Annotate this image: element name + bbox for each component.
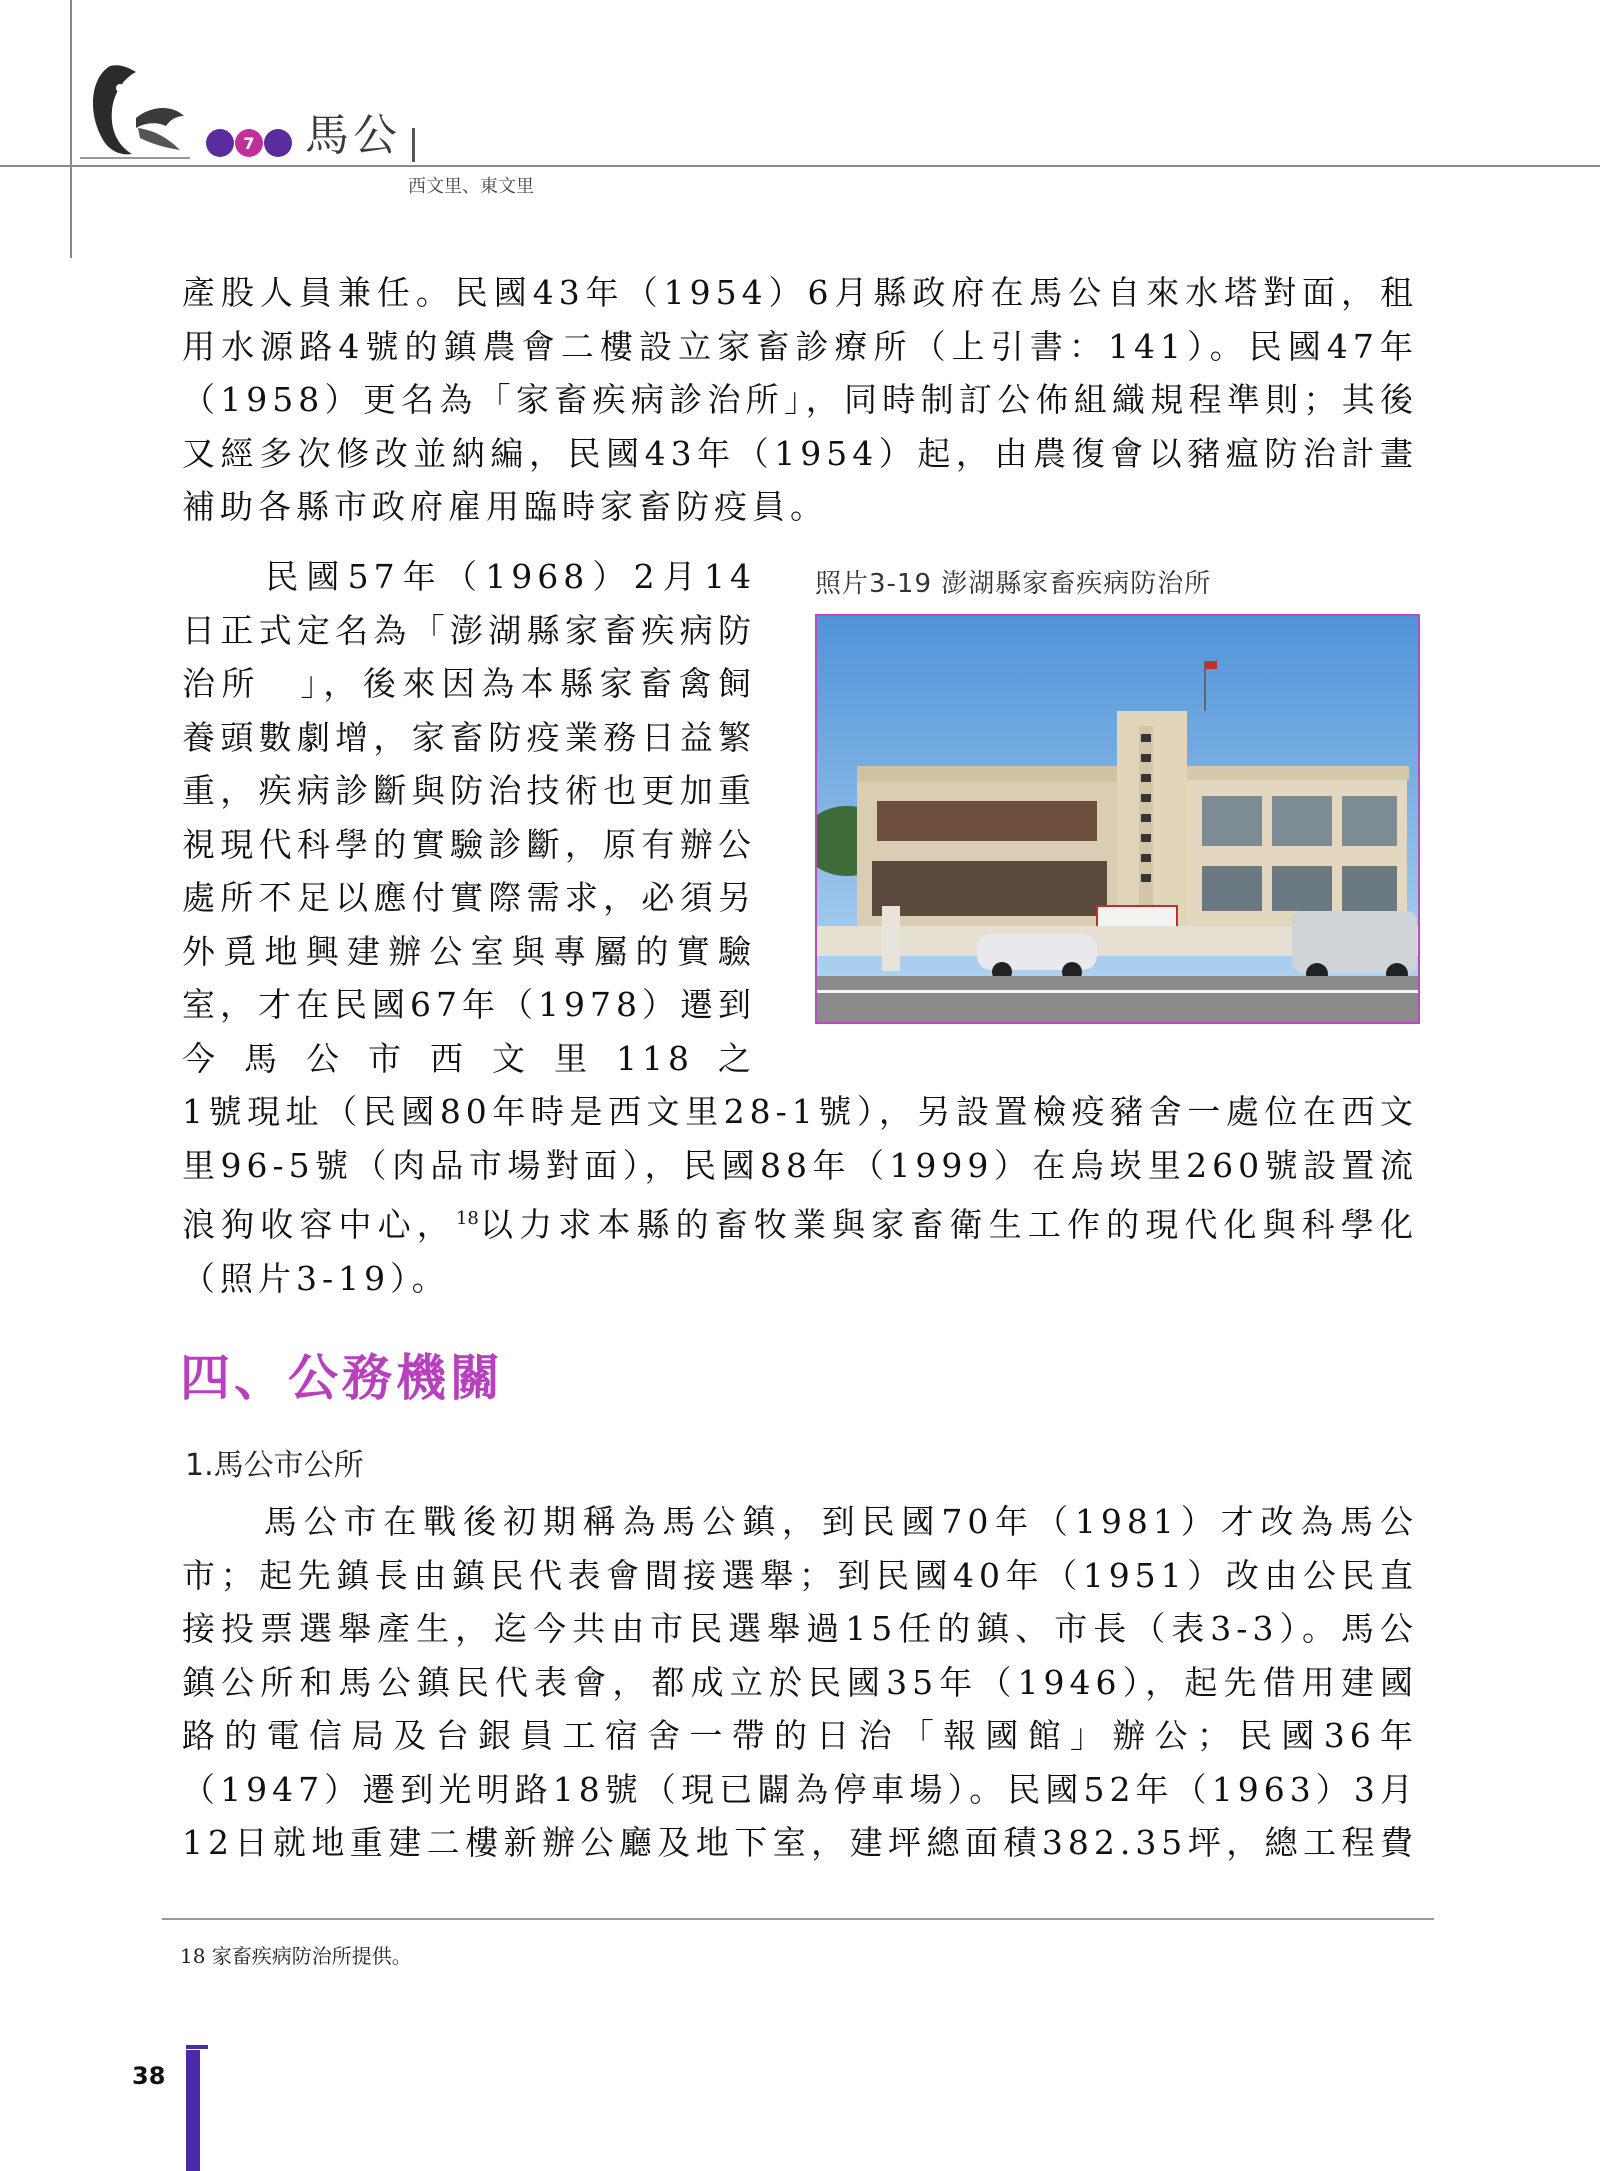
section-heading: 四、公務機關 bbox=[180, 1349, 504, 1407]
page-marker-bar bbox=[186, 2050, 200, 2171]
footnote-divider bbox=[162, 1918, 1434, 1920]
header-horizontal-rule bbox=[0, 165, 1600, 167]
paragraph-2 bbox=[182, 550, 756, 1085]
header-vertical-rule bbox=[70, 0, 72, 258]
paragraph-3-text-b: 以力求本縣的畜牧業與家畜衛生工作的現代化與科學化（照片3-19）。 bbox=[182, 1205, 1419, 1298]
paragraph-2-text: 民國57年（1968）2月14日正式定名為「澎湖縣家畜疾病防治所 」，後來因為本縣家畜禽飼養頭數劇增，家畜防疫業務日益繁重，疾病診斷與防治技術也更加重視現代科學的實驗診斷，原有辦公處所不足以應付實際需求，必須另外覓地興建辦公室與專屬的實驗室，才在民國67年（1978）遷到今馬公市西文里118之 bbox=[182, 557, 756, 1078]
book-title: 馬公 bbox=[305, 110, 401, 161]
chapter-subtitle: 西文里、東文里 bbox=[408, 176, 534, 197]
paragraph-4 bbox=[182, 1495, 1418, 1870]
paragraph-3 bbox=[182, 1085, 1418, 1305]
paragraph-3-text-a: 1號現址（民國80年時是西文里28-1號），另設置檢疫豬舍一處位在西文里96-5號（肉品市場對面），民國88年（1999）在烏崁里260號設置流浪狗收容中心， bbox=[182, 1092, 1418, 1244]
paragraph-4-text: 馬公市在戰後初期稱為馬公鎮，到民國70年（1981）才改為馬公市；起先鎮長由鎮民代表會間接選舉；到民國40年（1951）改由公民直接投票選舉產生，迄今共由市民選舉過15任的鎮、市長（表3-3）。馬公鎮公所和馬公鎮民代表會，都成立於民國35年（1946），起先借用建國路的電信局及台銀員工宿舍一帶的日治「報國館」辦公；民國36年（1947）遷到光明路18號（現已闢為停車場）。民國52年（1963）3月12日就地重建二樓新辦公廳及地下室，建坪總面積382.35坪，總工程費 bbox=[182, 1502, 1418, 1862]
photo-caption: 照片3-19 澎湖縣家畜疾病防治所 bbox=[815, 569, 1212, 599]
footnote: 18 家畜疾病防治所提供。 bbox=[180, 1944, 412, 1968]
paragraph-1: 產股人員兼任。民國43年（1954）6月縣政府在馬公自來水塔對面，租用水源路4號的鎮農會二樓設立家畜診療所（上引書：141）。民國47年（1958）更名為「家畜疾病診治所」，同時制訂公佈組織規程準則；其後又經多次修改並納編，民國43年（1954）起，由農復會以豬瘟防治計畫補助各縣市政府雇用臨時家畜防疫員。 bbox=[182, 273, 1418, 526]
svg-text:7: 7 bbox=[243, 134, 255, 153]
volume-badge bbox=[205, 128, 293, 158]
header-title-divider bbox=[412, 128, 415, 162]
footnote-ref-18: 18 bbox=[455, 1208, 479, 1229]
dolphin-logo-icon bbox=[80, 58, 190, 163]
page-number: 38 bbox=[132, 2062, 166, 2090]
page-marker-tick bbox=[186, 2045, 208, 2049]
subsection-heading: 1.馬公市公所 bbox=[185, 1448, 364, 1483]
building-photo bbox=[815, 614, 1420, 1024]
